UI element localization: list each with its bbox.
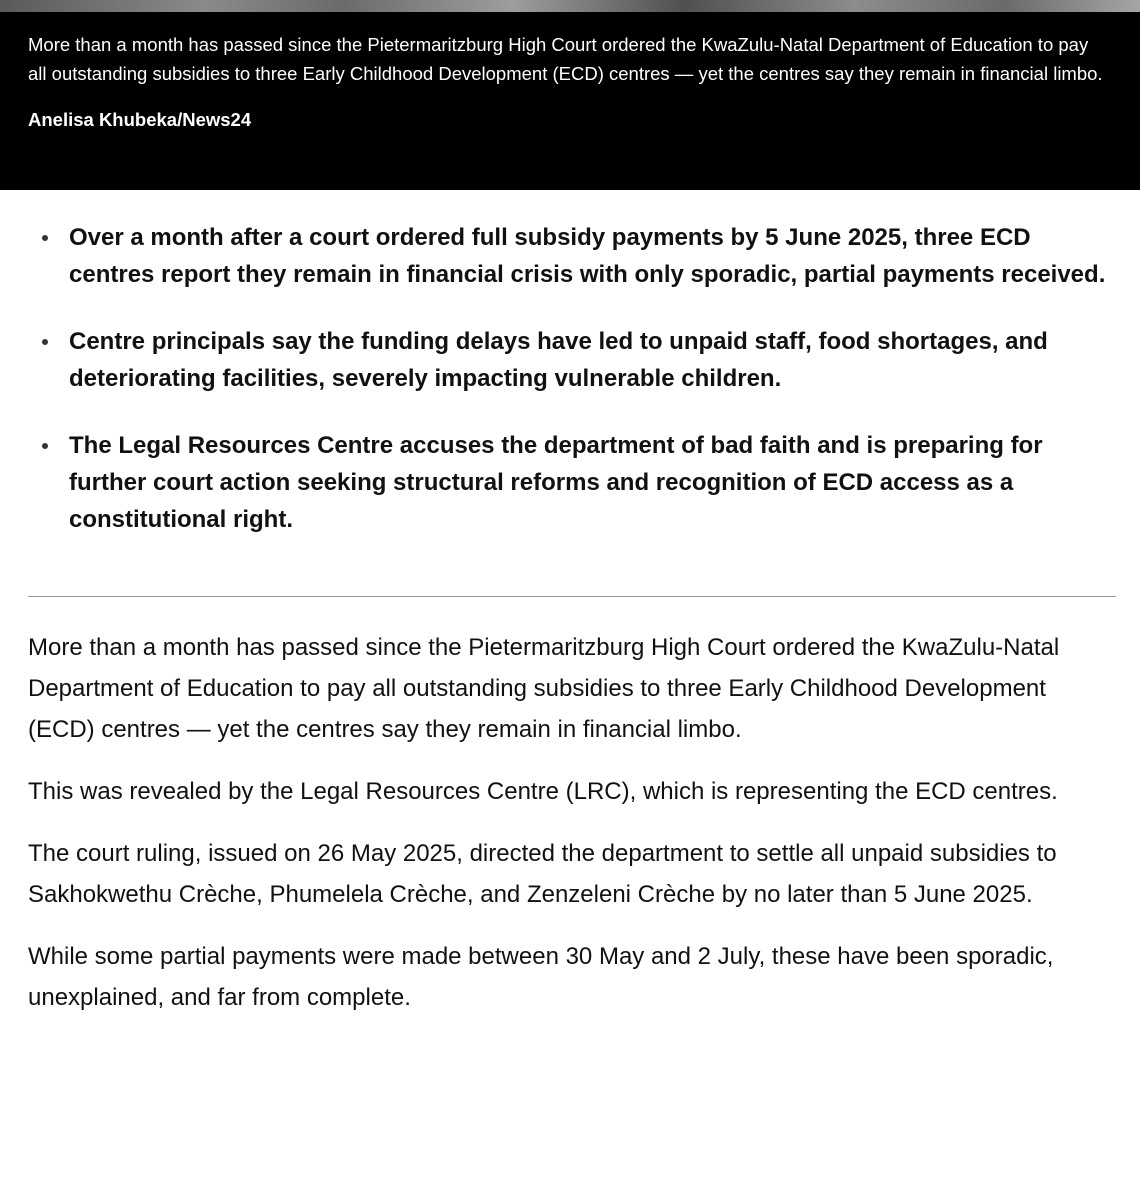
bullet-dot-icon [42, 443, 48, 449]
article-paragraph: While some partial payments were made between 30 May and 2 July, these have been sporadic, unexplained, and far from complete. [28, 943, 1054, 1011]
photo-bottom-edge [0, 0, 1140, 12]
summary-bullet-text: The Legal Resources Centre accuses the department of bad faith and is preparing for further court action seeking structural reforms and recognition of ECD access as a constitutional right. [69, 432, 1043, 533]
bullet-dot-icon [42, 235, 48, 241]
section-divider [28, 596, 1116, 597]
summary-bullet [28, 219, 1118, 293]
summary-bullet [28, 323, 1118, 397]
photo-caption [0, 12, 1140, 190]
article-body [28, 627, 1098, 1039]
summary-bullet [28, 427, 1118, 538]
summary-bullet-text: Centre principals say the funding delays have led to unpaid staff, food shortages, and deteriorating facilities, severely impacting vulnerable children. [69, 328, 1048, 392]
photo-credit: Anelisa Khubeka/News24 [28, 109, 252, 130]
caption-text: More than a month has passed since the Pietermaritzburg High Court ordered the KwaZulu-Natal Department of Education to pay all outstanding subsidies to three Early Childhood Development (ECD) centres — yet the centres say they remain in financial limbo. [28, 34, 1103, 84]
article-paragraph: This was revealed by the Legal Resources Centre (LRC), which is representing the ECD centres. [28, 778, 1058, 805]
bullet-dot-icon [42, 339, 48, 345]
article-paragraph: The court ruling, issued on 26 May 2025, directed the department to settle all unpaid subsidies to Sakhokwethu Crèche, Phumelela Crèche, and Zenzeleni Crèche by no later than 5 June 2025. [28, 840, 1057, 908]
summary-bullet-text: Over a month after a court ordered full subsidy payments by 5 June 2025, three ECD centres report they remain in financial crisis with only sporadic, partial payments received. [69, 224, 1106, 288]
article-paragraph: More than a month has passed since the Pietermaritzburg High Court ordered the KwaZulu-Natal Department of Education to pay all outstanding subsidies to three Early Childhood Development (ECD) centres — yet the centres say they remain in financial limbo. [28, 634, 1060, 743]
summary-bullets [28, 219, 1118, 568]
